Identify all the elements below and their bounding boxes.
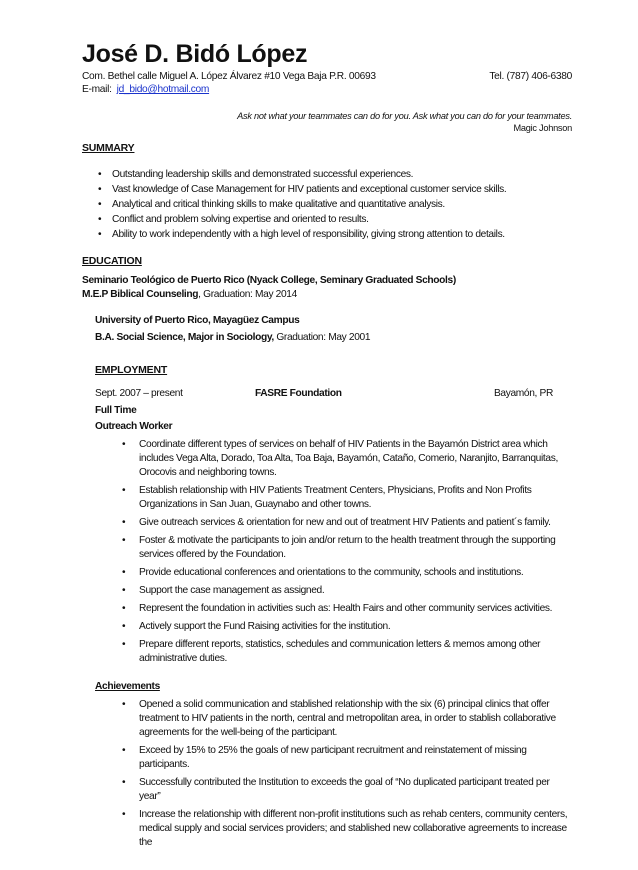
bullet-icon: • bbox=[122, 567, 126, 578]
employment-heading: EMPLOYMENT bbox=[95, 364, 168, 376]
duties-list bbox=[122, 438, 572, 666]
resume-name: José D. Bidó López bbox=[82, 40, 308, 68]
list-item: • Exceed by 15% to 25% the goals of new participant recruitment and reinstatement of missing participants. bbox=[122, 745, 527, 770]
list-item: • Coordinate different types of services on behalf of HIV Patients in the Bayamón District area which includes Vega Alta, Dorado, Toa Alta, Toa Baja, Bayamón, Cataño, Comerio, Naranjito, Barranquitas, Orocovis and neighboring towns. bbox=[122, 439, 558, 478]
employment-type: Full Time bbox=[95, 405, 137, 416]
job-title: Outreach Worker bbox=[95, 421, 173, 432]
bullet-icon: • bbox=[122, 585, 126, 596]
list-item: • Analytical and critical thinking skills to make qualitative and quantitative analysis. bbox=[98, 199, 445, 210]
bullet-icon: • bbox=[98, 184, 102, 195]
email-label: E-mail: bbox=[82, 84, 112, 95]
education-degree-row: M.E.P Biblical Counseling, Graduation: May 2014 bbox=[82, 289, 297, 300]
employment-location: Bayamón, PR bbox=[493, 388, 553, 399]
bullet-icon: • bbox=[98, 214, 102, 225]
quote: Ask not what your teammates can do for you. Ask what you can do for your teammates. bbox=[237, 111, 572, 121]
employer: FASRE Foundation bbox=[254, 388, 342, 399]
summary-list bbox=[98, 167, 572, 242]
list-item: • Establish relationship with HIV Patients Treatment Centers, Physicians, Profits and Non Profits Organizations in San Juan, Guaynabo and other towns. bbox=[122, 485, 532, 510]
email-link[interactable]: jd_bido@hotmail.com bbox=[116, 84, 210, 95]
list-item: • Support the case management as assigned. bbox=[122, 585, 325, 596]
list-item: • Ability to work independently with a high level of responsibility, giving strong attention to details. bbox=[98, 229, 505, 240]
email-row bbox=[82, 83, 209, 96]
bullet-icon: • bbox=[122, 699, 126, 710]
quote-author: Magic Johnson bbox=[513, 123, 572, 133]
list-item: • Represent the foundation in activities such as: Health Fairs and other community services activities. bbox=[122, 603, 553, 614]
bullet-icon: • bbox=[122, 639, 126, 650]
bullet-icon: • bbox=[122, 517, 126, 528]
list-item: • Provide educational conferences and orientations to the community, schools and institutions. bbox=[122, 567, 524, 578]
bullet-icon: • bbox=[98, 199, 102, 210]
contact-row bbox=[82, 70, 572, 96]
list-item: • Prepare different reports, statistics, schedules and communication letters & memos among other administrative duties. bbox=[122, 639, 541, 664]
bullet-icon: • bbox=[122, 439, 126, 450]
bullet-icon: • bbox=[122, 777, 126, 788]
list-item: • Actively support the Fund Raising activities for the institution. bbox=[122, 621, 391, 632]
address: Com. Bethel calle Miguel A. López Álvarez #10 Vega Baja P.R. 00693 bbox=[82, 71, 376, 82]
achievements-heading: Achievements bbox=[95, 681, 160, 692]
list-item: • Increase the relationship with different non-profit institutions such as rehab centers, community centers, medical supply and social services providers; and stablished new collaborative agreements to increase the bbox=[122, 809, 568, 848]
quote-block bbox=[82, 110, 572, 134]
bullet-icon: • bbox=[122, 621, 126, 632]
list-item: • Conflict and problem solving expertise and oriented to results. bbox=[98, 214, 369, 225]
bullet-icon: • bbox=[122, 535, 126, 546]
list-item: • Opened a solid communication and stablished relationship with the six (6) principal clinics that offer treatment to HIV patients in the north, central and metropolitan area, in order to stablish collaborative agreements for the well-being of the participant. bbox=[122, 699, 556, 738]
bullet-icon: • bbox=[122, 745, 126, 756]
education-school: Seminario Teológico de Puerto Rico (Nyack College, Seminary Graduated Schools) bbox=[82, 275, 456, 286]
summary-heading: SUMMARY bbox=[82, 142, 135, 154]
achievements-list bbox=[122, 698, 572, 850]
education-degree-row: B.A. Social Science, Major in Sociology, Graduation: May 2001 bbox=[95, 332, 371, 343]
bullet-icon: • bbox=[98, 229, 102, 240]
bullet-icon: • bbox=[122, 603, 126, 614]
bullet-icon: • bbox=[122, 809, 126, 820]
phone: Tel. (787) 406-6380 bbox=[489, 71, 572, 82]
list-item: • Give outreach services & orientation for new and out of treatment HIV Patients and patient´s family. bbox=[122, 517, 551, 528]
education-school: University of Puerto Rico, Mayagüez Campus bbox=[95, 315, 300, 326]
list-item: • Successfully contributed the Institution to exceeds the goal of “No duplicated participant treated per year” bbox=[122, 777, 550, 802]
list-item: • Vast knowledge of Case Management for HIV patients and exceptional customer service skills. bbox=[98, 184, 507, 195]
bullet-icon: • bbox=[98, 169, 102, 180]
employment-row bbox=[95, 387, 572, 401]
list-item: • Foster & motivate the participants to join and/or return to the health treatment through the supporting services offered by the Foundation. bbox=[122, 535, 556, 560]
employment-dates: Sept. 2007 – present bbox=[95, 388, 183, 399]
list-item: • Outstanding leadership skills and demonstrated successful experiences. bbox=[98, 169, 414, 180]
education-heading: EDUCATION bbox=[82, 255, 142, 267]
bullet-icon: • bbox=[122, 485, 126, 496]
